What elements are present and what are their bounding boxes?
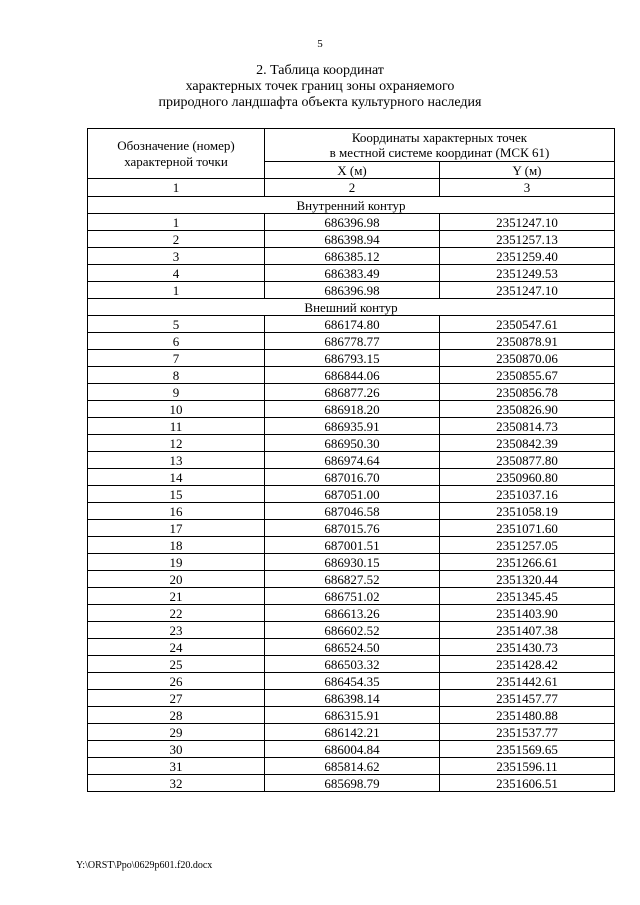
- table-row: [88, 333, 615, 350]
- table-row: [88, 503, 615, 520]
- header-col1-line1: Обозначение (номер): [117, 137, 235, 153]
- y-coordinate-cell: 2351247.10: [440, 282, 615, 299]
- title-line-2: характерных точек границ зоны охраняемого: [185, 79, 455, 94]
- table-row: [88, 401, 615, 418]
- table-row: [88, 282, 615, 299]
- table-row: [88, 656, 615, 673]
- x-coordinate-cell: 686935.91: [265, 418, 440, 435]
- x-coordinate-cell: 686751.02: [265, 588, 440, 605]
- table-body: [88, 197, 615, 792]
- document-title: [0, 63, 640, 111]
- x-coordinate-cell: 687001.51: [265, 537, 440, 554]
- x-coordinate-cell: 686930.15: [265, 554, 440, 571]
- x-coordinate-cell: 686396.98: [265, 282, 440, 299]
- y-coordinate-cell: 2351480.88: [440, 707, 615, 724]
- x-coordinate-cell: 686974.64: [265, 452, 440, 469]
- point-number-cell: 30: [88, 741, 265, 758]
- y-coordinate-cell: 2351596.11: [440, 758, 615, 775]
- table-row: [88, 707, 615, 724]
- y-coordinate-cell: 2351537.77: [440, 724, 615, 741]
- point-number-cell: 32: [88, 775, 265, 792]
- header-point-designation: [88, 129, 265, 179]
- point-number-cell: 22: [88, 605, 265, 622]
- point-number-cell: 27: [88, 690, 265, 707]
- table-header: [88, 129, 615, 197]
- x-coordinate-cell: 686142.21: [265, 724, 440, 741]
- column-numbers-row: [88, 179, 615, 197]
- table-row: [88, 622, 615, 639]
- table-row: [88, 741, 615, 758]
- y-coordinate-cell: 2351320.44: [440, 571, 615, 588]
- y-coordinate-cell: 2351569.65: [440, 741, 615, 758]
- y-coordinate-cell: 2350547.61: [440, 316, 615, 333]
- point-number-cell: 11: [88, 418, 265, 435]
- y-coordinate-cell: 2351257.05: [440, 537, 615, 554]
- y-coordinate-cell: 2351259.40: [440, 248, 615, 265]
- x-coordinate-cell: 686793.15: [265, 350, 440, 367]
- point-number-cell: 13: [88, 452, 265, 469]
- table-row: [88, 469, 615, 486]
- table-row: [88, 571, 615, 588]
- header-x: X (м): [265, 162, 440, 179]
- y-coordinate-cell: 2351606.51: [440, 775, 615, 792]
- table-row: [88, 367, 615, 384]
- x-coordinate-cell: 686454.35: [265, 673, 440, 690]
- point-number-cell: 1: [88, 214, 265, 231]
- table-row: [88, 520, 615, 537]
- y-coordinate-cell: 2351430.73: [440, 639, 615, 656]
- point-number-cell: 17: [88, 520, 265, 537]
- x-coordinate-cell: 687051.00: [265, 486, 440, 503]
- table-row: [88, 673, 615, 690]
- x-coordinate-cell: 687016.70: [265, 469, 440, 486]
- y-coordinate-cell: 2350877.80: [440, 452, 615, 469]
- y-coordinate-cell: 2350856.78: [440, 384, 615, 401]
- table-row: [88, 316, 615, 333]
- table-row: [88, 248, 615, 265]
- table-row: [88, 265, 615, 282]
- point-number-cell: 16: [88, 503, 265, 520]
- column-number-3: 3: [440, 179, 615, 197]
- header-y: Y (м): [440, 162, 615, 179]
- column-number-2: 2: [265, 179, 440, 197]
- table-row: [88, 758, 615, 775]
- page-number: 5: [317, 38, 323, 50]
- y-coordinate-cell: 2350842.39: [440, 435, 615, 452]
- header-coordinates: [265, 129, 615, 162]
- x-coordinate-cell: 687046.58: [265, 503, 440, 520]
- point-number-cell: 28: [88, 707, 265, 724]
- point-number-cell: 6: [88, 333, 265, 350]
- header-coord-line2: в местной системе координат (МСК 61): [329, 145, 550, 160]
- point-number-cell: 2: [88, 231, 265, 248]
- y-coordinate-cell: 2351457.77: [440, 690, 615, 707]
- table-row: [88, 435, 615, 452]
- point-number-cell: 7: [88, 350, 265, 367]
- point-number-cell: 12: [88, 435, 265, 452]
- section-row: [88, 299, 615, 316]
- table-row: [88, 384, 615, 401]
- y-coordinate-cell: 2351266.61: [440, 554, 615, 571]
- point-number-cell: 4: [88, 265, 265, 282]
- y-coordinate-cell: 2351403.90: [440, 605, 615, 622]
- point-number-cell: 1: [88, 282, 265, 299]
- footer-file-path: Y:\ORST\Ppo\0629p601.f20.docx: [76, 860, 213, 871]
- point-number-cell: 8: [88, 367, 265, 384]
- y-coordinate-cell: 2350878.91: [440, 333, 615, 350]
- x-coordinate-cell: 687015.76: [265, 520, 440, 537]
- table-row: [88, 639, 615, 656]
- y-coordinate-cell: 2351407.38: [440, 622, 615, 639]
- x-coordinate-cell: 686004.84: [265, 741, 440, 758]
- point-number-cell: 5: [88, 316, 265, 333]
- point-number-cell: 25: [88, 656, 265, 673]
- x-coordinate-cell: 686396.98: [265, 214, 440, 231]
- section-row: [88, 197, 615, 214]
- y-coordinate-cell: 2351428.42: [440, 656, 615, 673]
- point-number-cell: 31: [88, 758, 265, 775]
- table-row: [88, 214, 615, 231]
- title-line-1: 2. Таблица координат: [256, 63, 384, 78]
- y-coordinate-cell: 2350826.90: [440, 401, 615, 418]
- x-coordinate-cell: 686613.26: [265, 605, 440, 622]
- x-coordinate-cell: 686174.80: [265, 316, 440, 333]
- x-coordinate-cell: 686950.30: [265, 435, 440, 452]
- x-coordinate-cell: 686827.52: [265, 571, 440, 588]
- y-coordinate-cell: 2350870.06: [440, 350, 615, 367]
- section-title: Внутренний контур: [88, 197, 615, 214]
- point-number-cell: 29: [88, 724, 265, 741]
- table-row: [88, 775, 615, 792]
- point-number-cell: 18: [88, 537, 265, 554]
- y-coordinate-cell: 2351345.45: [440, 588, 615, 605]
- point-number-cell: 10: [88, 401, 265, 418]
- point-number-cell: 14: [88, 469, 265, 486]
- table-row: [88, 554, 615, 571]
- table-row: [88, 605, 615, 622]
- point-number-cell: 26: [88, 673, 265, 690]
- point-number-cell: 19: [88, 554, 265, 571]
- x-coordinate-cell: 686398.94: [265, 231, 440, 248]
- y-coordinate-cell: 2351249.53: [440, 265, 615, 282]
- x-coordinate-cell: 686503.32: [265, 656, 440, 673]
- x-coordinate-cell: 685698.79: [265, 775, 440, 792]
- x-coordinate-cell: 686778.77: [265, 333, 440, 350]
- table-row: [88, 350, 615, 367]
- y-coordinate-cell: 2351058.19: [440, 503, 615, 520]
- table-row: [88, 690, 615, 707]
- header-col1-line2: характерной точки: [124, 153, 228, 169]
- point-number-cell: 20: [88, 571, 265, 588]
- x-coordinate-cell: 685814.62: [265, 758, 440, 775]
- y-coordinate-cell: 2351442.61: [440, 673, 615, 690]
- table-row: [88, 231, 615, 248]
- section-title: Внешний контур: [88, 299, 615, 316]
- point-number-cell: 15: [88, 486, 265, 503]
- y-coordinate-cell: 2351257.13: [440, 231, 615, 248]
- y-coordinate-cell: 2350855.67: [440, 367, 615, 384]
- y-coordinate-cell: 2351071.60: [440, 520, 615, 537]
- table-row: [88, 452, 615, 469]
- table-row: [88, 588, 615, 605]
- column-number-1: 1: [88, 179, 265, 197]
- y-coordinate-cell: 2351037.16: [440, 486, 615, 503]
- x-coordinate-cell: 686385.12: [265, 248, 440, 265]
- point-number-cell: 3: [88, 248, 265, 265]
- x-coordinate-cell: 686602.52: [265, 622, 440, 639]
- header-coord-line1: Координаты характерных точек: [351, 130, 528, 145]
- point-number-cell: 24: [88, 639, 265, 656]
- y-coordinate-cell: 2350960.80: [440, 469, 615, 486]
- point-number-cell: 23: [88, 622, 265, 639]
- point-number-cell: 9: [88, 384, 265, 401]
- point-number-cell: 21: [88, 588, 265, 605]
- x-coordinate-cell: 686524.50: [265, 639, 440, 656]
- title-line-3: природного ландшафта объекта культурного наследия: [158, 95, 482, 110]
- table-row: [88, 486, 615, 503]
- y-coordinate-cell: 2350814.73: [440, 418, 615, 435]
- x-coordinate-cell: 686398.14: [265, 690, 440, 707]
- x-coordinate-cell: 686315.91: [265, 707, 440, 724]
- x-coordinate-cell: 686844.06: [265, 367, 440, 384]
- table-row: [88, 418, 615, 435]
- x-coordinate-cell: 686877.26: [265, 384, 440, 401]
- x-coordinate-cell: 686918.20: [265, 401, 440, 418]
- table-row: [88, 537, 615, 554]
- coordinates-table: [87, 128, 615, 792]
- y-coordinate-cell: 2351247.10: [440, 214, 615, 231]
- x-coordinate-cell: 686383.49: [265, 265, 440, 282]
- table-row: [88, 724, 615, 741]
